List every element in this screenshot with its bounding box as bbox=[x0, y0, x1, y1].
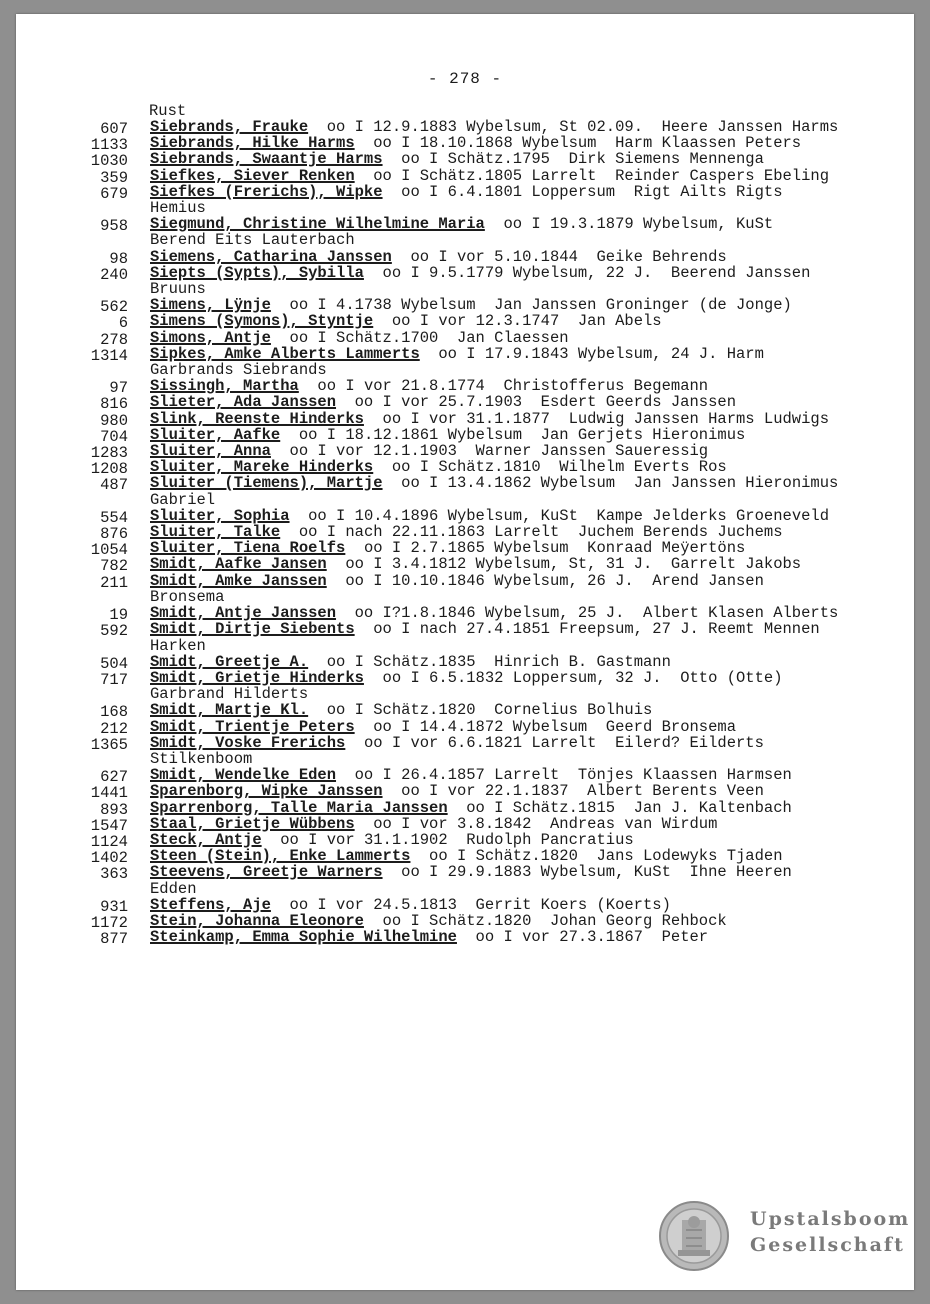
entry-details: oo I 18.10.1868 Wybelsum Harm Klaassen Peters bbox=[354, 134, 802, 153]
entry-name: Smidt, Antje Janssen bbox=[150, 604, 337, 623]
entry-name: Steffens, Aje bbox=[150, 895, 271, 914]
entry-number: 958 bbox=[100, 217, 128, 236]
entry-number: 1133 bbox=[90, 136, 128, 155]
seal-icon bbox=[658, 1200, 730, 1272]
entry-details: oo I 6.4.1801 Loppersum Rigt Ailts Rigts Hemius bbox=[150, 182, 792, 218]
entry-text bbox=[150, 605, 840, 621]
entry-name: Siebrands, Frauke bbox=[150, 118, 309, 136]
entry-name: Simens, Lÿnje bbox=[150, 296, 271, 315]
entry-details: oo I 10.10.1846 Wybelsum, 26 J. Arend Jansen Bronsema bbox=[150, 571, 774, 606]
list-item bbox=[16, 798, 914, 819]
entry-number: 1054 bbox=[90, 541, 128, 560]
entry-text bbox=[150, 735, 840, 767]
entry-text bbox=[150, 800, 840, 816]
list-item bbox=[16, 442, 914, 463]
entry-name: Smidt, Amke Janssen bbox=[150, 571, 327, 590]
entry-text bbox=[150, 524, 840, 540]
list-item bbox=[16, 573, 914, 605]
entry-number: 876 bbox=[100, 525, 128, 544]
entry-name: Siemens, Catharina Janssen bbox=[150, 247, 392, 266]
entry-name: Smidt, Greetje A. bbox=[150, 652, 309, 671]
entry-text bbox=[150, 929, 840, 945]
entry-name: Siepts (Sypts), Sybilla bbox=[150, 263, 364, 282]
entry-number: 1365 bbox=[90, 735, 128, 754]
list-item bbox=[16, 409, 914, 430]
entry-name: Staal, Grietje Wübbens bbox=[150, 814, 355, 833]
entry-text bbox=[150, 330, 840, 346]
entry-number: 1283 bbox=[90, 444, 128, 463]
entry-number: 931 bbox=[100, 897, 128, 916]
entry-text bbox=[150, 783, 840, 799]
logo-line-1: Upstalsboom bbox=[750, 1208, 911, 1230]
entry-details: oo I 12.9.1883 Wybelsum, St 02.09. Heere Janssen Harms bbox=[308, 118, 839, 136]
entry-details: oo I 3.4.1812 Wybelsum, St, 31 J. Garrelt Jakobs bbox=[326, 555, 802, 574]
entry-number: 592 bbox=[100, 622, 128, 641]
entry-details: oo I 10.4.1896 Wybelsum, KuSt Kampe Jelderks Groeneveld bbox=[289, 506, 830, 525]
entry-text bbox=[150, 168, 840, 184]
entry-number: 240 bbox=[100, 265, 128, 284]
entry-list bbox=[16, 118, 914, 949]
entry-name: Smidt, Voske Frerichs bbox=[150, 733, 346, 752]
entry-name: Smidt, Grietje Hinderks bbox=[150, 668, 364, 687]
entry-details: oo I 17.9.1843 Wybelsum, 24 J. Harm Garbrands Siebrands bbox=[150, 344, 774, 380]
list-item bbox=[16, 118, 914, 138]
entry-name: Smidt, Dirtje Siebents bbox=[150, 620, 355, 639]
list-item bbox=[16, 393, 914, 414]
entry-number: 504 bbox=[100, 654, 128, 673]
entry-text bbox=[150, 621, 840, 653]
document-page bbox=[16, 14, 914, 1290]
entry-number: 1441 bbox=[90, 784, 128, 803]
entry-name: Steevens, Greetje Warners bbox=[150, 863, 383, 882]
entry-details: oo I vor 5.10.1844 Geike Behrends bbox=[391, 247, 727, 266]
carryover-text: Rust bbox=[149, 102, 187, 120]
entry-number: 359 bbox=[100, 168, 128, 187]
entry-details: oo I 13.4.1862 Wybelsum Jan Janssen Hieronimus Gabriel bbox=[150, 474, 848, 509]
entry-text bbox=[150, 573, 840, 605]
entry-details: oo I 2.7.1865 Wybelsum Konraad Meÿertöns bbox=[345, 539, 746, 558]
entry-details: oo I vor 3.8.1842 Andreas van Wirdum bbox=[354, 814, 718, 833]
list-item bbox=[16, 928, 914, 949]
entry-name: Siefkes, Siever Renken bbox=[150, 166, 355, 185]
entry-text bbox=[150, 913, 840, 929]
entry-details: oo I 14.4.1872 Wybelsum Geerd Bronsema bbox=[354, 717, 737, 736]
entry-text bbox=[150, 670, 840, 702]
entry-details: oo I Schätz.1820 Cornelius Bolhuis bbox=[308, 701, 653, 720]
entry-details: oo I vor 22.1.1837 Albert Berents Veen bbox=[382, 782, 764, 801]
list-item bbox=[16, 604, 914, 625]
entry-details: oo I vor 24.5.1813 Gerrit Koers (Koerts) bbox=[270, 895, 671, 914]
entry-text bbox=[150, 654, 840, 670]
entry-text bbox=[150, 848, 840, 864]
entry-number: 782 bbox=[100, 557, 128, 576]
entry-name: Siebrands, Swaantje Harms bbox=[150, 150, 383, 169]
entry-details: oo I 9.5.1779 Wybelsum, 22 J. Beerend Janssen Bruuns bbox=[150, 263, 820, 299]
entry-details: oo I Schätz.1810 Wilhelm Everts Ros bbox=[373, 458, 727, 477]
entry-number: 877 bbox=[100, 930, 128, 949]
entry-name: Simens (Symons), Styntje bbox=[150, 312, 374, 331]
entry-number: 363 bbox=[100, 865, 128, 884]
logo-line-2: Gesellschaft bbox=[750, 1234, 905, 1256]
entry-text bbox=[150, 540, 840, 556]
entry-number: 607 bbox=[100, 120, 128, 138]
entry-name: Stein, Johanna Eleonore bbox=[150, 911, 364, 930]
entry-text bbox=[150, 427, 840, 443]
entry-details: oo I vor 6.6.1821 Larrelt Eilerd? Eilderts Stilkenboom bbox=[150, 733, 774, 768]
entry-number: 1172 bbox=[90, 913, 128, 932]
entry-text bbox=[150, 719, 840, 735]
entry-text bbox=[150, 556, 840, 572]
entry-details: oo I?1.8.1846 Wybelsum, 25 J. Albert Klasen Alberts bbox=[336, 604, 839, 623]
list-item bbox=[16, 184, 914, 216]
list-item bbox=[16, 621, 914, 653]
entry-details: oo I Schätz.1835 Hinrich B. Gastmann bbox=[308, 652, 671, 671]
list-item bbox=[16, 670, 914, 702]
list-item bbox=[16, 346, 914, 378]
entry-name: Smidt, Aafke Jansen bbox=[150, 555, 327, 574]
list-item bbox=[16, 555, 914, 576]
entry-name: Simons, Antje bbox=[150, 328, 271, 347]
entry-number: 487 bbox=[100, 476, 128, 495]
entry-text bbox=[150, 249, 840, 265]
list-item bbox=[16, 735, 914, 767]
entry-name: Sluiter (Tiemens), Martje bbox=[150, 474, 383, 493]
entry-number: 97 bbox=[109, 379, 128, 398]
entry-details: oo I vor 31.1.1902 Rudolph Pancratius bbox=[261, 830, 634, 849]
list-item bbox=[16, 830, 914, 851]
entry-text bbox=[150, 702, 840, 718]
entry-number: 1208 bbox=[90, 460, 128, 479]
entry-text bbox=[150, 297, 840, 313]
entry-number: 980 bbox=[100, 411, 128, 430]
entry-name: Steen (Stein), Enke Lammerts bbox=[150, 847, 411, 866]
entry-text bbox=[150, 897, 840, 913]
list-item bbox=[16, 814, 914, 835]
list-item bbox=[16, 134, 914, 155]
entry-number: 1547 bbox=[90, 816, 128, 835]
entry-text bbox=[150, 864, 840, 896]
page-number: - 278 - bbox=[427, 70, 503, 88]
entry-details: oo I vor 12.1.1903 Warner Janssen Saueressig bbox=[270, 442, 709, 461]
entry-name: Sparrenborg, Talle Maria Janssen bbox=[150, 798, 448, 817]
entry-text bbox=[150, 119, 840, 135]
list-item bbox=[16, 425, 914, 446]
entry-text bbox=[150, 459, 840, 475]
list-item bbox=[16, 782, 914, 803]
entry-text bbox=[150, 394, 840, 410]
entry-name: Slieter, Ada Janssen bbox=[150, 393, 337, 412]
entry-number: 19 bbox=[109, 606, 128, 625]
entry-details: oo I Schätz.1820 Johan Georg Rehbock bbox=[363, 911, 727, 930]
entry-details: oo I Schätz.1700 Jan Claessen bbox=[270, 328, 569, 347]
entry-details: oo I nach 27.4.1851 Freepsum, 27 J. Reemt Mennen Harken bbox=[150, 620, 830, 655]
entry-details: oo I 6.5.1832 Loppersum, 32 J. Otto (Otte) Garbrand Hilderts bbox=[150, 668, 792, 704]
entry-name: Sluiter, Talke bbox=[150, 523, 281, 542]
entry-number: 562 bbox=[100, 298, 128, 317]
entry-name: Sluiter, Anna bbox=[150, 442, 271, 461]
entry-number: 627 bbox=[100, 768, 128, 787]
list-item bbox=[16, 847, 914, 868]
list-item bbox=[16, 523, 914, 544]
entry-name: Slink, Reenste Hinderks bbox=[150, 409, 364, 428]
entry-details: oo I 4.1738 Wybelsum Jan Janssen Groninger (de Jonge) bbox=[270, 296, 792, 315]
list-item bbox=[16, 911, 914, 932]
list-item bbox=[16, 458, 914, 479]
entry-details: oo I Schätz.1795 Dirk Siemens Mennenga bbox=[382, 150, 764, 169]
entry-name: Sluiter, Aafke bbox=[150, 425, 281, 444]
entry-text bbox=[150, 474, 848, 509]
entry-text bbox=[150, 184, 840, 216]
entry-text bbox=[150, 346, 840, 378]
list-item bbox=[16, 296, 914, 317]
entry-number: 211 bbox=[100, 573, 128, 592]
entry-details: oo I vor 27.3.1867 Peter bbox=[456, 928, 709, 947]
list-item bbox=[16, 216, 914, 248]
entry-text bbox=[150, 443, 840, 459]
list-item bbox=[16, 247, 914, 268]
entry-number: 704 bbox=[100, 427, 128, 446]
entry-text bbox=[150, 151, 840, 167]
list-item bbox=[16, 475, 914, 507]
entry-details: oo I Schätz.1815 Jan J. Kaltenbach bbox=[447, 798, 792, 817]
entry-name: Siefkes (Frerichs), Wipke bbox=[150, 182, 383, 201]
entry-name: Siegmund, Christine Wilhelmine Maria bbox=[150, 215, 485, 234]
entry-details: oo I vor 12.3.1747 Jan Abels bbox=[373, 312, 662, 331]
entry-number: 168 bbox=[100, 703, 128, 722]
entry-text bbox=[150, 411, 840, 427]
list-item bbox=[16, 166, 914, 187]
entry-details: oo I 19.3.1879 Wybelsum, KuSt Berend Eits Lauterbach bbox=[150, 215, 792, 250]
entry-details: oo I 26.4.1857 Larrelt Tönjes Klaassen Harmsen bbox=[336, 766, 792, 785]
entry-details: oo I 29.9.1883 Wybelsum, KuSt Ihne Heeren Edden bbox=[150, 863, 802, 898]
entry-details: oo I vor 25.7.1903 Esdert Geerds Janssen bbox=[336, 393, 736, 412]
entry-name: Steck, Antje bbox=[150, 830, 262, 849]
entry-name: Sluiter, Sophia bbox=[150, 506, 290, 525]
entry-number: 893 bbox=[100, 800, 128, 819]
list-item bbox=[16, 312, 914, 333]
list-item bbox=[16, 506, 914, 527]
entry-name: Siebrands, Hilke Harms bbox=[150, 134, 355, 153]
list-item bbox=[16, 328, 914, 349]
entry-number: 212 bbox=[100, 719, 128, 738]
list-item bbox=[16, 539, 914, 560]
entry-text bbox=[150, 767, 840, 783]
entry-text bbox=[150, 313, 840, 329]
entry-number: 1030 bbox=[90, 152, 128, 171]
list-item bbox=[16, 864, 914, 896]
entry-text bbox=[150, 135, 840, 151]
entry-name: Smidt, Trientje Peters bbox=[150, 717, 355, 736]
entry-number: 98 bbox=[109, 249, 128, 268]
list-item bbox=[16, 766, 914, 787]
entry-text bbox=[150, 265, 840, 297]
entry-number: 816 bbox=[100, 395, 128, 414]
list-item bbox=[16, 652, 914, 673]
entry-number: 6 bbox=[118, 314, 128, 333]
list-item bbox=[16, 895, 914, 916]
entry-number: 1402 bbox=[90, 849, 128, 868]
entry-text bbox=[150, 216, 840, 248]
list-item bbox=[16, 377, 914, 398]
entry-name: Sparenborg, Wipke Janssen bbox=[150, 782, 383, 801]
entry-text bbox=[150, 508, 840, 524]
entry-text bbox=[150, 832, 840, 848]
list-item bbox=[16, 701, 914, 722]
entry-details: oo I nach 22.11.1863 Larrelt Juchem Berends Juchems bbox=[280, 523, 783, 542]
entry-text bbox=[150, 816, 840, 832]
entry-details: oo I Schätz.1805 Larrelt Reinder Caspers Ebeling bbox=[354, 166, 830, 185]
society-logo bbox=[658, 1200, 911, 1276]
entry-number: 679 bbox=[100, 184, 128, 203]
entry-name: Smidt, Martje Kl. bbox=[150, 701, 309, 720]
entry-name: Steinkamp, Emma Sophie Wilhelmine bbox=[150, 928, 457, 947]
entry-details: oo I Schätz.1820 Jans Lodewyks Tjaden bbox=[410, 847, 783, 866]
entry-number: 278 bbox=[100, 330, 128, 349]
entry-number: 717 bbox=[100, 670, 128, 689]
entry-number: 1124 bbox=[90, 832, 128, 851]
list-item bbox=[16, 717, 914, 738]
entry-details: oo I vor 31.1.1877 Ludwig Janssen Harms Ludwigs bbox=[363, 409, 830, 428]
entry-number: 1314 bbox=[90, 346, 128, 365]
entry-name: Sluiter, Mareke Hinderks bbox=[150, 458, 374, 477]
entry-name: Sluiter, Tiena Roelfs bbox=[150, 539, 346, 558]
entry-details: oo I 18.12.1861 Wybelsum Jan Gerjets Hieronimus bbox=[280, 425, 746, 444]
list-item bbox=[16, 150, 914, 171]
entry-details: oo I vor 21.8.1774 Christofferus Begemann bbox=[298, 377, 709, 396]
entry-text bbox=[150, 378, 840, 394]
entry-name: Sipkes, Amke Alberts Lammerts bbox=[150, 344, 420, 363]
entry-number: 554 bbox=[100, 508, 128, 527]
list-item bbox=[16, 265, 914, 297]
entry-name: Smidt, Wendelke Eden bbox=[150, 766, 337, 785]
entry-name: Sissingh, Martha bbox=[150, 377, 299, 396]
